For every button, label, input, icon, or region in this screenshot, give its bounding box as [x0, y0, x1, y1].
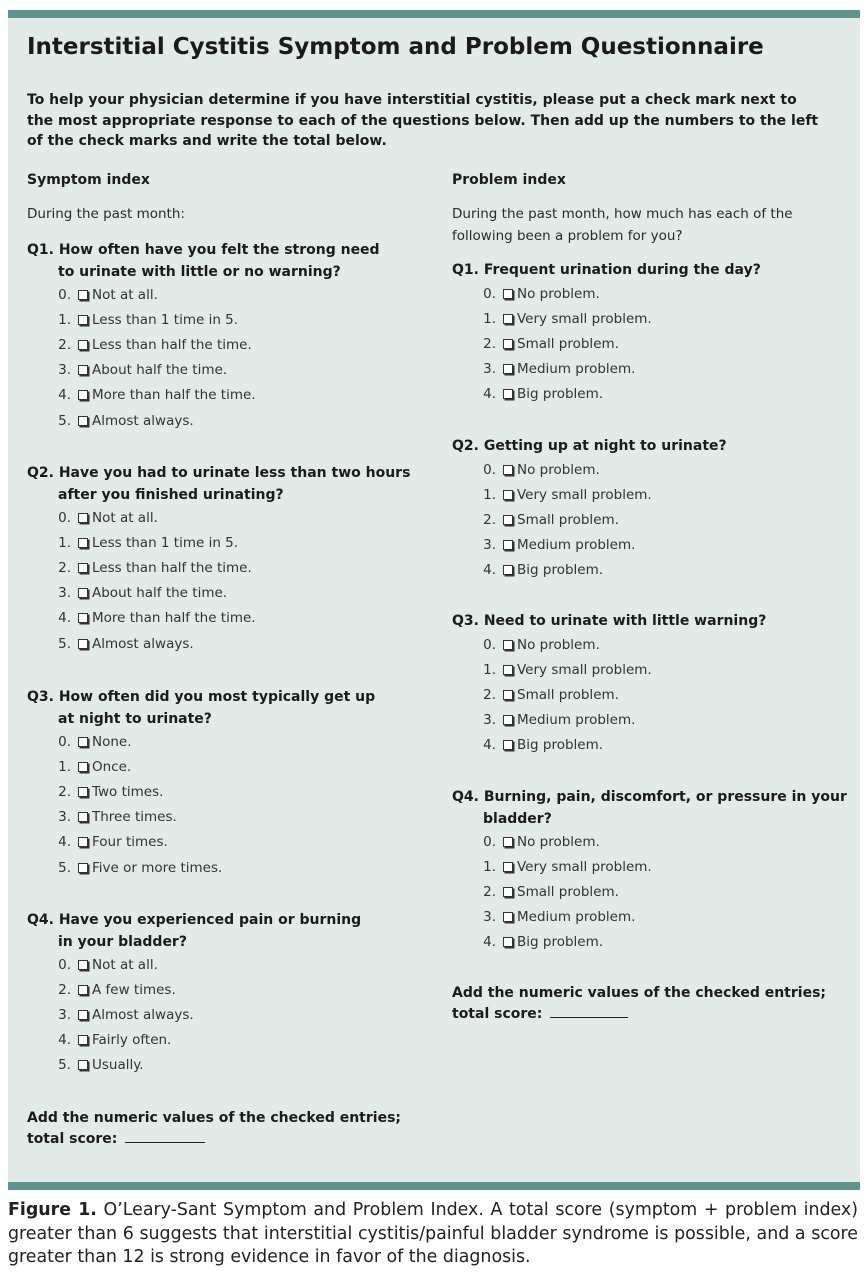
top-accent-bar — [8, 10, 860, 18]
checkbox-icon[interactable] — [78, 812, 88, 822]
answer-option[interactable] — [57, 1057, 144, 1073]
checkbox-icon[interactable] — [503, 862, 513, 872]
option-label: Less than half the time. — [92, 337, 252, 354]
option-label: Medium problem. — [517, 360, 636, 377]
answer-option[interactable] — [482, 512, 619, 528]
answer-option[interactable] — [57, 809, 177, 825]
checkbox-icon[interactable] — [78, 837, 88, 847]
option-label: Very small problem. — [517, 310, 652, 327]
question-text: Q4. Burning, pain, discomfort, or pressure in your — [452, 789, 847, 805]
option-score: 2. — [483, 511, 496, 528]
option-label: Medium problem. — [517, 711, 636, 728]
answer-option[interactable] — [482, 859, 652, 875]
checkbox-icon[interactable] — [503, 289, 513, 299]
question-text-continued: bladder? — [483, 810, 552, 827]
option-score: 1. — [483, 859, 496, 876]
option-score: 3. — [58, 362, 71, 379]
option-score: 5. — [58, 412, 71, 429]
option-label: Very small problem. — [517, 661, 652, 678]
option-label: More than half the time. — [92, 387, 256, 404]
option-label: Very small problem. — [517, 486, 652, 503]
question-text: Q1. How often have you felt the strong need — [27, 242, 380, 258]
option-label: Less than 1 time in 5. — [92, 535, 239, 552]
option-score: 0. — [483, 834, 496, 850]
checkbox-icon[interactable] — [78, 863, 88, 873]
checkbox-icon[interactable] — [503, 540, 513, 550]
option-score: 2. — [483, 335, 496, 352]
option-label: Not at all. — [92, 510, 158, 526]
option-score: 0. — [483, 461, 496, 478]
option-score: 4. — [483, 736, 496, 753]
checkbox-icon[interactable] — [503, 665, 513, 675]
checkbox-icon[interactable] — [503, 715, 513, 725]
checkbox-icon[interactable] — [503, 339, 513, 349]
option-score: 0. — [58, 957, 71, 973]
answer-option[interactable] — [57, 982, 176, 998]
option-label: Big problem. — [517, 385, 604, 402]
option-label: No problem. — [517, 461, 600, 478]
checkbox-icon[interactable] — [503, 640, 513, 650]
option-score: 2. — [483, 884, 496, 901]
answer-option[interactable] — [57, 535, 238, 551]
answer-option[interactable] — [57, 784, 163, 800]
checkbox-icon[interactable] — [78, 390, 88, 400]
option-score: 0. — [58, 734, 71, 750]
checkbox-icon[interactable] — [78, 588, 88, 598]
checkbox-icon[interactable] — [78, 416, 88, 426]
option-score: 4. — [58, 834, 71, 851]
problem-question-3 — [452, 611, 766, 633]
symptom-question-4 — [27, 910, 361, 953]
symptom-total — [27, 1108, 401, 1150]
checkbox-icon[interactable] — [78, 1010, 88, 1020]
checkbox-icon[interactable] — [78, 639, 88, 649]
checkbox-icon[interactable] — [78, 1035, 88, 1045]
bottom-accent-bar — [8, 1182, 860, 1190]
option-label: Small problem. — [517, 511, 619, 528]
answer-option[interactable] — [482, 386, 603, 402]
option-score: 3. — [483, 711, 496, 728]
checkbox-icon[interactable] — [503, 565, 513, 575]
option-label: Big problem. — [517, 736, 604, 753]
answer-option[interactable] — [482, 687, 619, 703]
checkbox-icon[interactable] — [78, 762, 88, 772]
answer-option[interactable] — [57, 734, 132, 750]
answer-option[interactable] — [482, 884, 619, 900]
symptom-total-instruction: Add the numeric values of the checked entries; — [27, 1110, 401, 1126]
answer-option[interactable] — [482, 737, 603, 753]
answer-option[interactable] — [482, 834, 600, 850]
problem-index-heading: Problem index — [452, 172, 566, 188]
answer-option[interactable] — [482, 311, 652, 327]
checkbox-icon[interactable] — [78, 563, 88, 573]
option-label: Two times. — [92, 784, 164, 801]
option-score: 1. — [58, 312, 71, 329]
answer-option[interactable] — [57, 1032, 171, 1048]
question-text-continued: at night to urinate? — [58, 710, 212, 727]
option-score: 0. — [58, 287, 71, 303]
answer-option[interactable] — [57, 510, 158, 526]
problem-total-label: total score: — [452, 1006, 543, 1022]
answer-option[interactable] — [57, 610, 256, 626]
option-score: 4. — [58, 1032, 71, 1049]
question-text: Q2. Getting up at night to urinate? — [452, 438, 727, 454]
answer-option[interactable] — [482, 336, 619, 352]
question-text: Q1. Frequent urination during the day? — [452, 262, 761, 278]
option-label: Usually. — [92, 1057, 144, 1074]
checkbox-icon[interactable] — [503, 937, 513, 947]
option-label: Small problem. — [517, 884, 619, 901]
option-score: 1. — [58, 759, 71, 776]
answer-option[interactable] — [57, 287, 158, 303]
option-label: Small problem. — [517, 686, 619, 703]
option-score: 3. — [58, 1007, 71, 1024]
question-text-continued: to urinate with little or no warning? — [58, 263, 341, 280]
option-label: Once. — [92, 759, 132, 776]
answer-option[interactable] — [57, 413, 194, 429]
option-label: Less than half the time. — [92, 560, 252, 577]
answer-option[interactable] — [57, 957, 158, 973]
checkbox-icon[interactable] — [503, 389, 513, 399]
option-label: Less than 1 time in 5. — [92, 312, 239, 329]
question-text: Q3. Need to urinate with little warning? — [452, 613, 767, 629]
option-score: 5. — [58, 1057, 71, 1074]
option-label: Almost always. — [92, 412, 194, 429]
option-score: 3. — [483, 909, 496, 926]
problem-preface-line1: During the past month, how much has each of the — [452, 206, 793, 222]
option-score: 0. — [483, 636, 496, 653]
option-score: 4. — [483, 385, 496, 402]
checkbox-icon[interactable] — [78, 787, 88, 797]
option-score: 2. — [58, 337, 71, 354]
option-score: 3. — [58, 585, 71, 602]
option-label: Fairly often. — [92, 1032, 172, 1049]
option-label: No problem. — [517, 834, 600, 850]
symptom-preface: During the past month: — [27, 206, 185, 222]
checkbox-icon[interactable] — [78, 1060, 88, 1070]
option-score: 3. — [483, 536, 496, 553]
option-label: Medium problem. — [517, 909, 636, 926]
figure-caption — [8, 1199, 858, 1270]
problem-question-4 — [452, 787, 847, 830]
answer-option[interactable] — [482, 662, 652, 678]
question-text: Q3. How often did you most typically get up — [27, 689, 376, 705]
problem-question-1 — [452, 260, 761, 282]
option-label: A few times. — [92, 982, 176, 999]
instructions: To help your physician determine if you have interstitial cystitis, please put a check mark next to the most appropriate response to each of the questions below. Then add up the numbers to the left of the check marks and write the total below. — [27, 92, 819, 149]
option-label: None. — [92, 734, 132, 750]
option-label: No problem. — [517, 636, 600, 653]
answer-option[interactable] — [482, 286, 600, 302]
option-score: 1. — [483, 310, 496, 327]
option-score: 5. — [58, 859, 71, 876]
checkbox-icon[interactable] — [503, 314, 513, 324]
option-score: 0. — [58, 510, 71, 526]
option-label: Not at all. — [92, 287, 158, 303]
answer-option[interactable] — [482, 562, 603, 578]
option-score: 2. — [58, 982, 71, 999]
checkbox-icon[interactable] — [78, 538, 88, 548]
symptom-index-heading: Symptom index — [27, 172, 150, 188]
problem-question-2 — [452, 436, 727, 458]
checkbox-icon[interactable] — [78, 513, 88, 523]
option-score: 2. — [483, 686, 496, 703]
option-label: Three times. — [92, 809, 177, 826]
answer-option[interactable] — [482, 637, 600, 653]
option-label: No problem. — [517, 285, 600, 302]
option-label: About half the time. — [92, 585, 228, 602]
figure-caption-label: Figure 1. — [8, 1200, 97, 1220]
option-label: Medium problem. — [517, 536, 636, 553]
question-text-continued: in your bladder? — [58, 933, 187, 950]
answer-option[interactable] — [57, 585, 227, 601]
checkbox-icon[interactable] — [78, 340, 88, 350]
answer-option[interactable] — [482, 712, 635, 728]
questionnaire-title: Interstitial Cystitis Symptom and Problem Questionnaire — [27, 34, 764, 60]
option-score: 4. — [483, 934, 496, 951]
checkbox-icon[interactable] — [78, 985, 88, 995]
symptom-question-1 — [27, 240, 380, 283]
option-score: 2. — [58, 560, 71, 577]
option-label: Five or more times. — [92, 859, 223, 876]
option-score: 1. — [58, 535, 71, 552]
answer-option[interactable] — [482, 487, 652, 503]
answer-option[interactable] — [482, 462, 600, 478]
option-score: 3. — [58, 809, 71, 826]
symptom-total-label: total score: — [27, 1131, 118, 1147]
symptom-question-2 — [27, 463, 410, 506]
answer-option[interactable] — [57, 860, 222, 876]
option-label: More than half the time. — [92, 610, 256, 627]
answer-option[interactable] — [57, 1007, 194, 1023]
checkbox-icon[interactable] — [78, 290, 88, 300]
option-label: Big problem. — [517, 934, 604, 951]
option-score: 2. — [58, 784, 71, 801]
checkbox-icon[interactable] — [78, 737, 88, 747]
option-label: Small problem. — [517, 335, 619, 352]
problem-total — [452, 983, 826, 1025]
checkbox-icon[interactable] — [503, 364, 513, 374]
checkbox-icon[interactable] — [503, 912, 513, 922]
answer-option[interactable] — [57, 834, 168, 850]
answer-option[interactable] — [57, 362, 227, 378]
option-score: 1. — [483, 661, 496, 678]
problem-preface-line2: following been a problem for you? — [452, 227, 683, 244]
problem-total-field[interactable] — [550, 1005, 628, 1018]
option-score: 4. — [58, 387, 71, 404]
option-label: About half the time. — [92, 362, 228, 379]
question-text: Q2. Have you had to urinate less than two hours — [27, 465, 411, 481]
option-label: Almost always. — [92, 635, 194, 652]
checkbox-icon[interactable] — [503, 837, 513, 847]
checkbox-icon[interactable] — [503, 490, 513, 500]
problem-preface — [452, 204, 793, 247]
question-text: Q4. Have you experienced pain or burning — [27, 912, 362, 928]
option-score: 3. — [483, 360, 496, 377]
option-label: Big problem. — [517, 561, 604, 578]
answer-option[interactable] — [482, 934, 603, 950]
answer-option[interactable] — [482, 361, 635, 377]
checkbox-icon[interactable] — [503, 515, 513, 525]
checkbox-icon[interactable] — [78, 960, 88, 970]
checkbox-icon[interactable] — [503, 690, 513, 700]
checkbox-icon[interactable] — [503, 465, 513, 475]
answer-option[interactable] — [57, 337, 252, 353]
checkbox-icon[interactable] — [78, 315, 88, 325]
answer-option[interactable] — [482, 909, 635, 925]
option-score: 1. — [483, 486, 496, 503]
option-score: 4. — [58, 610, 71, 627]
option-label: Very small problem. — [517, 859, 652, 876]
option-score: 4. — [483, 561, 496, 578]
answer-option[interactable] — [57, 387, 256, 403]
answer-option[interactable] — [57, 759, 131, 775]
question-text-continued: after you finished urinating? — [58, 486, 284, 503]
problem-total-instruction: Add the numeric values of the checked entries; — [452, 985, 826, 1001]
checkbox-icon[interactable] — [78, 365, 88, 375]
checkbox-icon[interactable] — [503, 740, 513, 750]
checkbox-icon[interactable] — [78, 613, 88, 623]
answer-option[interactable] — [482, 537, 635, 553]
option-label: Not at all. — [92, 957, 158, 973]
option-label: Four times. — [92, 834, 168, 851]
symptom-question-3 — [27, 687, 375, 730]
answer-option[interactable] — [57, 560, 252, 576]
symptom-total-field[interactable] — [125, 1130, 205, 1143]
option-score: 5. — [58, 635, 71, 652]
answer-option[interactable] — [57, 312, 238, 328]
answer-option[interactable] — [57, 636, 194, 652]
option-label: Almost always. — [92, 1007, 194, 1024]
checkbox-icon[interactable] — [503, 887, 513, 897]
option-score: 0. — [483, 285, 496, 302]
figure-caption-text: O’Leary-Sant Symptom and Problem Index. A total score (symptom + problem index) greater than 6 suggests that interstitial cystitis/painful bladder syndrome is possible, and a score greater than 12 is strong evidence in favor of the diagnosis. — [8, 1200, 858, 1267]
